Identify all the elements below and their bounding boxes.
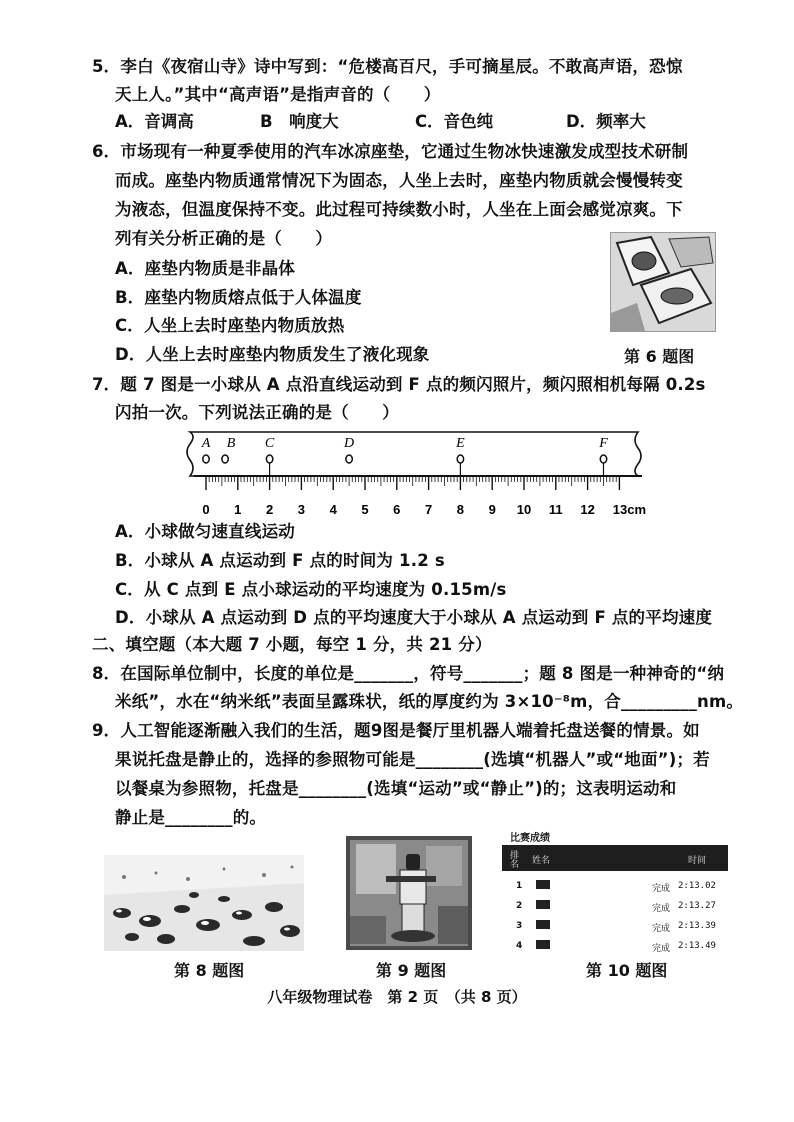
results-row bbox=[502, 917, 728, 937]
figure-10-results-table bbox=[502, 829, 728, 953]
q6-option-c: C．人坐上去时座垫内物质放热 bbox=[115, 316, 345, 335]
ruler-tick-label: 7 bbox=[424, 502, 433, 517]
ruler-tick-label: 8 bbox=[456, 502, 465, 517]
q9-line-2: 果说托盘是静止的，选择的参照物可能是________(选填“机器人”或“地面”)；若 bbox=[115, 750, 710, 769]
q6-line-3: 为液态，但温度保持不变。此过程可持续数小时，人坐在上面会感觉凉爽。下 bbox=[115, 200, 683, 219]
ruler-tick-label: 10 bbox=[516, 502, 532, 517]
results-row-time: 2:13.39 bbox=[678, 921, 716, 931]
ball-point bbox=[266, 455, 272, 463]
ruler-tick-label: 5 bbox=[361, 502, 369, 517]
results-row-status: 完成 bbox=[652, 944, 671, 954]
results-row-rank: 1 bbox=[516, 881, 523, 891]
results-row bbox=[502, 877, 728, 897]
results-table-header bbox=[502, 845, 728, 871]
figure-7-ruler-diagram bbox=[180, 426, 650, 522]
q7-option-a: A．小球做匀速直线运动 bbox=[115, 522, 295, 541]
ruler-labels bbox=[202, 502, 646, 517]
ruler-tick-label: 2 bbox=[265, 502, 274, 517]
q5-line-1: 5．李白《夜宿山寺》诗中写到：“危楼高百尺，手可摘星辰。不敢高声语，恐惊 bbox=[92, 57, 683, 76]
ruler-tick-label: 4 bbox=[329, 502, 337, 517]
figure-9-caption: 第 9 题图 bbox=[376, 961, 447, 980]
ball-point bbox=[346, 455, 352, 463]
q9-line-3: 以餐桌为参照物，托盘是________(选填“运动”或“静止”)的；这表明运动和 bbox=[115, 779, 677, 798]
q7-option-b: B．小球从 A 点运动到 F 点的时间为 1.2 s bbox=[115, 551, 445, 570]
flag-icon bbox=[536, 920, 550, 929]
results-row bbox=[502, 897, 728, 917]
figure-6-seat-cushion-photo bbox=[610, 232, 716, 332]
q6-option-d: D．人坐上去时座垫内物质发生了液化现象 bbox=[115, 345, 430, 364]
results-row-status: 完成 bbox=[652, 884, 671, 894]
flag-icon bbox=[536, 880, 550, 889]
ball-point-label: E bbox=[456, 436, 465, 451]
ruler-tick-label: 0 bbox=[202, 502, 210, 517]
q6-line-1: 6．市场现有一种夏季使用的汽车冰凉座垫，它通过生物冰快速激发成型技术研制 bbox=[92, 142, 689, 161]
q7-option-d: D．小球从 A 点运动到 D 点的平均速度大于小球从 A 点运动到 F 点的平均速度 bbox=[115, 608, 713, 627]
q5-option-a: A．音调高 bbox=[115, 112, 194, 131]
q9-line-4: 静止是________的。 bbox=[115, 808, 267, 827]
q8-line-1: 8．在国际单位制中，长度的单位是_______，符号_______；题 8 图是一种神奇的“纳 bbox=[92, 664, 725, 683]
results-row-status: 完成 bbox=[652, 904, 671, 914]
figure-10-caption: 第 10 题图 bbox=[586, 961, 668, 980]
results-table-title: 比赛成绩 bbox=[510, 833, 550, 844]
results-row-time: 2:13.27 bbox=[678, 901, 716, 911]
results-row-rank: 4 bbox=[516, 941, 523, 951]
figure-8-nano-paper-photo bbox=[104, 855, 304, 951]
ruler-ticks bbox=[206, 476, 619, 490]
results-row-time: 2:13.02 bbox=[678, 881, 716, 891]
q9-line-1: 9．人工智能逐渐融入我们的生活，题9图是餐厅里机器人端着托盘送餐的情景。如 bbox=[92, 721, 700, 740]
ruler-tick-label: 12 bbox=[580, 502, 595, 517]
section-2-heading: 二、填空题（本大题 7 小题，每空 1 分，共 21 分） bbox=[92, 635, 492, 654]
q5-option-c: C．音色纯 bbox=[415, 112, 494, 131]
results-row-rank: 3 bbox=[516, 921, 523, 931]
q5-option-d: D．频率大 bbox=[566, 112, 646, 131]
ball-point-label: C bbox=[264, 436, 275, 451]
q7-option-c: C．从 C 点到 E 点小球运动的平均速度为 0.15m/s bbox=[115, 580, 507, 599]
q6-line-4: 列有关分析正确的是（ ） bbox=[115, 229, 333, 248]
q7-line-2: 闪拍一次。下列说法正确的是（ ） bbox=[115, 403, 399, 422]
ball-point bbox=[203, 455, 209, 463]
ball-point bbox=[600, 455, 606, 463]
page-footer: 八年级物理试卷 第 2 页 （共 8 页） bbox=[267, 988, 527, 1006]
q5-option-b: B 响度大 bbox=[260, 112, 339, 131]
ruler-tick-label: 1 bbox=[234, 502, 242, 517]
header-time: 时间 bbox=[688, 856, 707, 866]
ruler-tick-label: 9 bbox=[488, 502, 496, 517]
q8-line-2: 米纸”，水在“纳米纸”表面呈露珠状，纸的厚度约为 3×10⁻⁸m，合_________nm。 bbox=[115, 692, 744, 711]
figure-6-caption: 第 6 题图 bbox=[624, 347, 695, 366]
header-rank: 排名 bbox=[510, 851, 520, 870]
figure-9-robot-photo bbox=[346, 836, 472, 950]
results-row-time: 2:13.49 bbox=[678, 941, 716, 951]
ruler-tick-label: 3 bbox=[297, 502, 306, 517]
ball-point-label: B bbox=[226, 436, 236, 451]
ball-point bbox=[457, 455, 463, 463]
q6-line-2: 而成。座垫内物质通常情况下为固态，人坐上去时，座垫内物质就会慢慢转变 bbox=[115, 171, 683, 190]
flag-icon bbox=[536, 940, 550, 949]
ball-point bbox=[222, 455, 228, 463]
flag-icon bbox=[536, 900, 550, 909]
ball-point-label: D bbox=[344, 436, 355, 451]
q5-line-2: 天上人。”其中“高声语”是指声音的（ ） bbox=[115, 85, 441, 104]
ruler-tick-label: 11 bbox=[548, 502, 563, 517]
results-row-status: 完成 bbox=[652, 924, 671, 934]
figure-8-caption: 第 8 题图 bbox=[174, 961, 245, 980]
q7-line-1: 7．题 7 图是一小球从 A 点沿直线运动到 F 点的频闪照片，频闪照相机每隔 0.2s bbox=[92, 375, 706, 394]
ball-point-label: F bbox=[599, 436, 608, 451]
results-row-rank: 2 bbox=[516, 901, 523, 911]
results-row bbox=[502, 937, 728, 957]
q6-option-a: A．座垫内物质是非晶体 bbox=[115, 259, 295, 278]
ball-point-label: A bbox=[201, 436, 211, 451]
q6-option-b: B．座垫内物质熔点低于人体温度 bbox=[115, 288, 362, 307]
header-name: 姓名 bbox=[532, 856, 551, 866]
ruler-tick-label: 13cm bbox=[612, 502, 647, 517]
ruler-tick-label: 6 bbox=[393, 502, 401, 517]
